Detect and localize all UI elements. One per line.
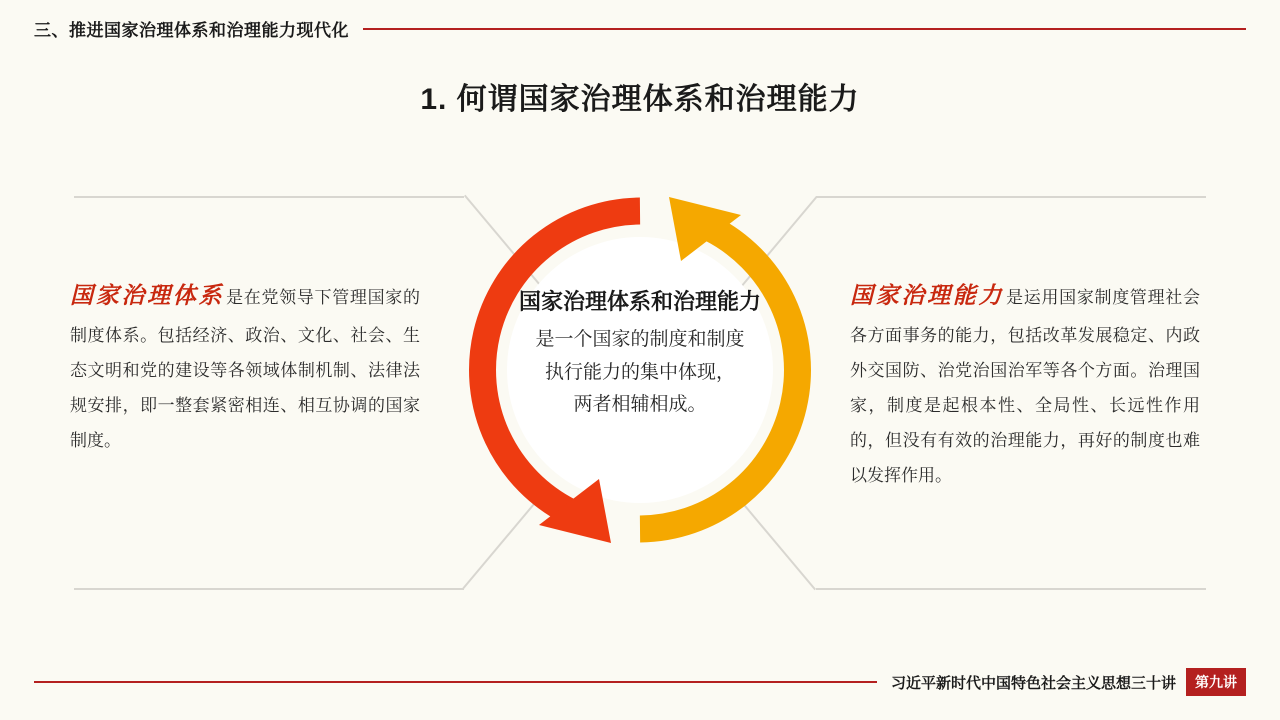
left-description-text: 是在党领导下管理国家的制度体系。包括经济、政治、文化、社会、生态文明和党的建设等各领域体制机制、法律法规安排，即一整套紧密相连、相互协调的国家制度。: [70, 288, 420, 450]
slide-footer: [34, 668, 1246, 696]
frame-line-bottom-left: [74, 588, 464, 590]
right-description-block: [850, 272, 1200, 493]
footer-lecture-badge: 第九讲: [1186, 668, 1246, 696]
frame-line-bottom-right: [816, 588, 1206, 590]
right-lead-term: 国家治理能力: [850, 283, 1005, 308]
cycle-body-line-1: 是一个国家的制度和制度: [535, 329, 745, 350]
cycle-heading: 国家治理体系和治理能力: [518, 289, 761, 314]
footer-series-title: 习近平新时代中国特色社会主义思想三十讲: [890, 674, 1176, 692]
footer-divider: [34, 681, 877, 683]
page-title: 1. 何谓国家治理体系和治理能力: [420, 83, 860, 116]
section-title: 三、推进国家治理体系和治理能力现代化: [34, 21, 349, 40]
cycle-center-text: [517, 285, 763, 422]
slide-header: [34, 16, 1246, 41]
frame-line-top-right: [816, 196, 1206, 198]
cycle-diagram: [455, 185, 825, 555]
left-description-block: [70, 272, 420, 459]
right-description-text: 是运用国家制度管理社会各方面事务的能力，包括改革发展稳定、内政外交国防、治党治国治军等各个方面。治理国家，制度是起根本性、全局性、长远性作用的，但没有有效的治理能力，再好的制度也难以发挥作用。: [850, 288, 1200, 485]
header-divider: [363, 28, 1246, 30]
cycle-body-line-2: 执行能力的集中体现，: [544, 361, 735, 383]
frame-line-top-left: [74, 196, 464, 198]
cycle-body-line-3: 两者相辅相成。: [573, 394, 707, 416]
left-lead-term: 国家治理体系: [70, 283, 225, 308]
